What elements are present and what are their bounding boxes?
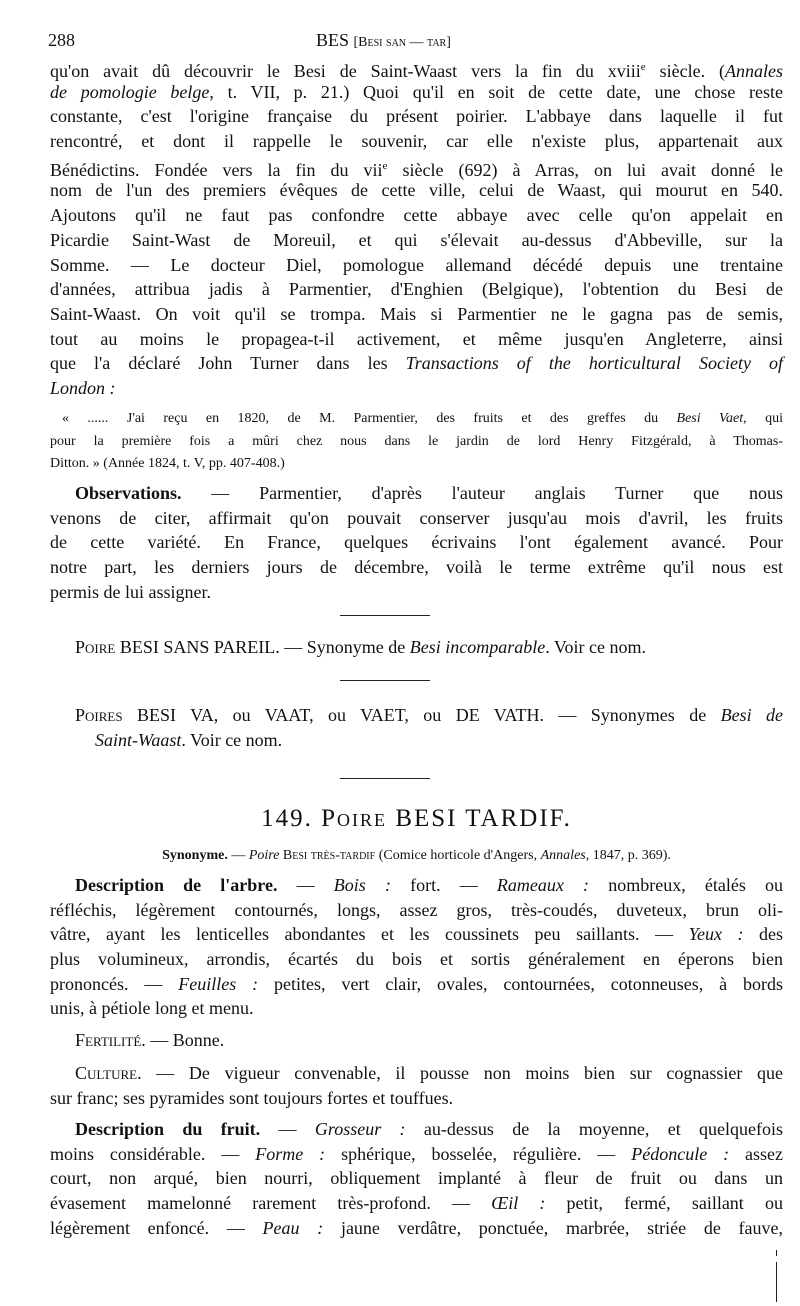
text-run: nombreux, étalés ou [589,875,783,895]
text-line [50,996,783,1021]
text-run: de cette variété. En France, quelques écrivains l'ont également avancé. Pour [50,532,783,553]
text-run: court, non arqué, bien nourri, obliquement implanté à fleur de fruit ou dans un [50,1168,783,1189]
text-line [50,1166,783,1191]
text-line [50,635,783,660]
small-caps-text: Poire [75,637,116,657]
text-line [50,1117,783,1142]
text-run: (Comice horticole d'Angers, [375,848,541,863]
text-line [50,1086,783,1111]
text-run: permis de lui assigner. [50,581,211,602]
run-in-heading: Description de l'arbre. [75,875,278,895]
text-run: 149. [261,805,322,832]
italic-text: Bois : [333,875,391,895]
text-line [50,506,783,531]
italic-text: Forme : [255,1143,326,1164]
text-line [50,351,783,376]
text-run: nom de l'un des premiers évêques de cette ville, celui de Waast, qui mourut en 540. [50,180,783,201]
run-in-heading: Description du fruit. [75,1119,261,1139]
italic-text: Feuilles : [178,973,259,994]
run-in-heading: Observations. [75,483,182,503]
text-run: BESI TARDIF. [387,805,572,832]
small-caps-text: Besi très-tardif [282,848,376,863]
italic-text: Poire [248,848,280,863]
text-line [50,203,783,228]
text-run: des [743,924,783,945]
paragraph-culture [50,1061,783,1110]
run-in-heading: Synonyme. [162,848,228,863]
italic-text: Besi de [720,705,783,725]
text-run: moins considérable. — [50,1143,256,1164]
text-run: unis, à pétiole long et menu. [50,998,254,1019]
text-run: « ...... J'ai reçu en 1820, de M. Parmentier, des fruits et des greffes du [62,411,677,426]
text-run: pour la première fois a mûri chez nous dans le jardin de lord Henry Fitzgérald, à Thomas- [50,433,783,449]
text-run: , qui [743,411,783,426]
text-run: notre part, les derniers jours de décembre, voilà le terme extrême qu'il nous est [50,557,783,578]
text-run: plus volumineux, arrondis, écartés du bois et sortis généralement en éperons bien [50,949,783,970]
text-run: petit, fermé, saillant ou [545,1193,783,1214]
divider [340,778,430,779]
text-run: jaune verdâtre, ponctuée, marbrée, striée de fauve, [323,1217,783,1238]
entry-besi-va [50,703,783,752]
italic-text: Annales [540,848,586,863]
text-line [50,1142,783,1167]
text-line [50,1028,783,1053]
text-run: Picardie Saint-Wast de Moreuil, et qui s'élevait au-dessus d'Abbeville, sur la [50,229,783,250]
text-line [50,408,783,431]
small-caps-text: Culture. [75,1063,142,1083]
text-run: sphérique, bosselée, régulière. — [325,1143,632,1164]
text-run: assez [729,1143,784,1164]
text-run: BESI SANS PAREIL. — Synonyme de [115,637,410,657]
text-run: siècle. ( [645,61,725,81]
text-line [50,1216,783,1241]
text-run: constante, c'est l'origine française du présent poirier. L'abbaye dans laquelle il fut [50,106,783,127]
paragraph-origin [50,55,783,401]
text-run: venons de citer, affirmait qu'on pouvait conserver jusqu'au mois d'avril, les fruits [50,507,783,528]
text-line [50,703,783,728]
text-run: prononcés. — [50,973,179,994]
text-run: Saint-Waast. On voit qu'il se trompa. Mais si Parmentier ne le gagna pas de semis, [50,303,783,324]
margin-mark [776,1262,777,1302]
text-run: légèrement enfoncé. — [50,1217,263,1238]
text-run: d'années, attribua jadis à Parmentier, d'Enghien (Belgique), l'obtention du Besi de [50,279,783,300]
text-line [50,728,783,753]
text-line [50,327,783,352]
italic-text: Grosseur : [314,1119,406,1139]
text-run: , 1847, p. 369). [585,848,671,863]
text-run: — [227,848,249,863]
text-run: . Voir ce nom. [181,729,283,750]
running-range: [Besi san — tar] [353,35,451,50]
text-line [50,376,783,401]
italic-text: Besi Vaet [676,411,744,426]
italic-text: Pédoncule : [631,1143,730,1164]
text-run: — De vigueur convenable, il pousse non moins bien sur cognassier que [141,1063,783,1083]
superscript: e [640,61,646,73]
text-line [50,804,783,834]
text-line [50,55,783,80]
italic-text: Rameaux : [496,875,590,895]
italic-text: Transactions of the horticultural Society of [405,353,783,374]
text-line [50,1191,783,1216]
small-caps-text: Poire [321,805,388,832]
text-line [50,947,783,972]
text-line [50,481,783,506]
text-run: Bénédictins. Fondée vers la fin du vii [50,159,383,180]
text-run: petites, vert clair, ovales, contournées, cotonneuses, à bords [258,973,783,994]
paragraph-fertilite [50,1028,783,1053]
text-line [50,228,783,253]
text-line [50,277,783,302]
italic-text: de pomologie belge [50,81,210,102]
italic-text: Besi incomparable [409,637,546,657]
divider [340,680,430,681]
text-run: Somme. — Le docteur Diel, pomologue allemand décédé depuis une trentaine [50,254,783,275]
superscript: e [382,159,388,172]
italic-text: Annales [725,61,783,81]
italic-text: Saint-Waast [95,729,182,750]
italic-text: Œil : [491,1193,546,1214]
text-line [50,253,783,278]
text-line [50,154,783,179]
text-line [50,845,783,868]
italic-text: London : [50,377,116,398]
text-run: . Voir ce nom. [545,637,647,657]
italic-text: Peau : [262,1217,324,1238]
text-run: sur franc; ses pyramides sont toujours fortes et touffues. [50,1087,454,1108]
text-run: réfléchis, légèrement contournés, longs, assez gros, très-coudés, duveteux, brun oli- [50,899,783,920]
text-run: évasement mamelonné rarement très-profond. — [50,1193,492,1214]
text-run: — [260,1119,315,1139]
divider [340,615,430,616]
text-line [50,972,783,997]
paragraph-description-arbre [50,873,783,1021]
text-line [50,873,783,898]
text-run: BESI VA, ou VAAT, ou VAET, ou DE VATH. — Synonymes de [122,705,721,725]
synonyme-line [50,845,783,868]
text-line [50,530,783,555]
paragraph-observations [50,481,783,604]
text-line [50,1061,783,1086]
text-run: Ajoutons qu'il ne faut pas confondre cette abbaye avec celle qu'on appelait en [50,205,783,226]
text-line [50,129,783,154]
text-run: siècle (692) à Arras, on lui avait donné le [387,159,783,180]
text-line [50,580,783,605]
text-run: rencontré, et dont il rappelle le souvenir, car elle n'existe plus, appartenait aux [50,131,783,152]
paragraph-description-fruit [50,1117,783,1240]
text-line [50,431,783,454]
text-run: — Parmentier, d'après l'auteur anglais Turner que nous [181,483,783,503]
small-caps-text: Poires [75,705,123,725]
text-run: au-dessus de la moyenne, et quelquefois [405,1119,784,1139]
text-run: Ditton. » (Année 1824, t. V, pp. 407-408.) [50,456,285,471]
running-title: BES [316,30,350,50]
text-line [50,302,783,327]
small-caps-text: Fertilité. [75,1030,146,1050]
text-line [50,922,783,947]
text-run: — Bonne. [145,1030,225,1050]
text-run: , t. VII, p. 21.) Quoi qu'il en soit de cette date, une chose reste [209,81,783,102]
text-line [50,453,783,476]
text-run: qu'on avait dû découvrir le Besi de Saint-Waast vers la fin du xviii [50,61,641,81]
margin-mark [776,1250,777,1256]
text-line [50,104,783,129]
section-title [50,804,783,834]
text-run: que l'a déclaré John Turner dans les [50,353,406,374]
text-line [50,555,783,580]
running-header [316,30,451,51]
text-run: vâtre, ayant les lenticelles abondantes et les coussinets peu saillants. — [50,924,689,945]
text-run: tout au moins le propagea-t-il activement, et même jusqu'en Angleterre, ainsi [50,328,783,349]
text-line [50,178,783,203]
text-line [50,898,783,923]
quotation-turner [50,408,783,476]
text-run: — [277,875,334,895]
page-number: 288 [48,30,75,50]
entry-besi-sans-pareil [50,635,783,660]
text-line [50,80,783,105]
italic-text: Yeux : [688,924,744,945]
text-run: fort. — [390,875,497,895]
